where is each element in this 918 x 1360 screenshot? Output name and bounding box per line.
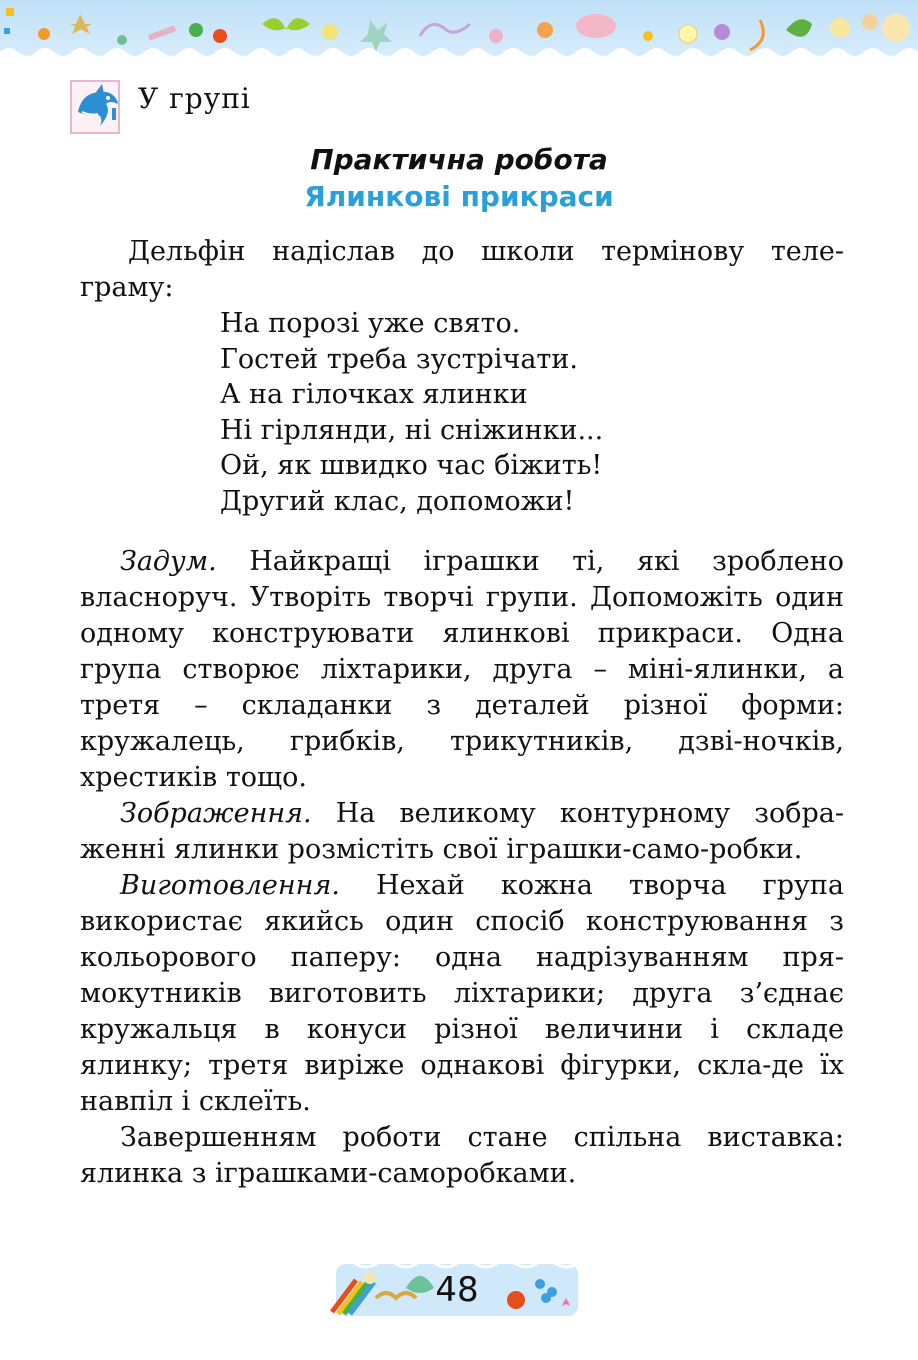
page-footer [326, 1258, 588, 1322]
paragraph-text: Нехай кожна творча група використає якийсь один спосіб конструювання з кольорового паперу: одна надрізуванням пря-мокутників виготовить ліхтарики; друга з’єднає кружальця в конуси різної величини і складе ялинку; третя виріже однакові фігурки, скла-де їх навпіл і склеїть. [80, 870, 844, 1117]
dolphin-icon [70, 80, 120, 134]
paragraph-conclusion [80, 1120, 844, 1192]
instructions-body [80, 544, 844, 1192]
poem-line: Ні гірлянди, ні сніжинки... [220, 414, 604, 446]
term-label: Задум. [120, 546, 217, 577]
poem-line: А на гілочках ялинки [220, 379, 528, 411]
term-label: Зображення. [120, 798, 312, 829]
term-label: Виготовлення. [120, 870, 340, 901]
decorative-banner [0, 0, 918, 62]
poem-line: Ой, як швидко час біжить! [220, 450, 603, 482]
paragraph-image [80, 796, 844, 868]
poem-line: На порозі уже свято. [220, 308, 521, 339]
banner-wave-edge [0, 44, 918, 62]
paragraph-text: На великому контурному зобра-женні ялинки розмістіть свої іграшки-само-робки. [80, 798, 844, 865]
paragraph-making [80, 868, 844, 1120]
paragraph-text: Завершенням роботи стане спільна виставка: ялинка з іграшками-саморобками. [80, 1122, 844, 1189]
poem [220, 306, 603, 520]
group-work-label-row [70, 80, 251, 136]
poem-line: Гостей треба зустрічати. [220, 343, 578, 375]
paragraph-idea [80, 544, 844, 796]
intro-paragraph: Дельфін надіслав до школи термінову теле-граму: [80, 236, 844, 303]
paragraph-text: Найкращі іграшки ті, які зроблено власноруч. Утворіть творчі групи. Допоможіть один одному конструювати ялинкові прикраси. Одна група створює ліхтарики, друга – міні-ялинки, а третя – складанки з деталей різної форми: кружалець, грибків, трикутників, дзві-ночків, хрестиків тощо. [80, 546, 844, 793]
section-subtitle: Ялинкові прикраси [304, 180, 614, 213]
section-title: Практична робота [310, 143, 608, 176]
page-number: 48 [435, 1270, 479, 1310]
group-work-label: У групі [138, 82, 251, 115]
poem-line: Другий клас, допоможи! [220, 485, 575, 517]
